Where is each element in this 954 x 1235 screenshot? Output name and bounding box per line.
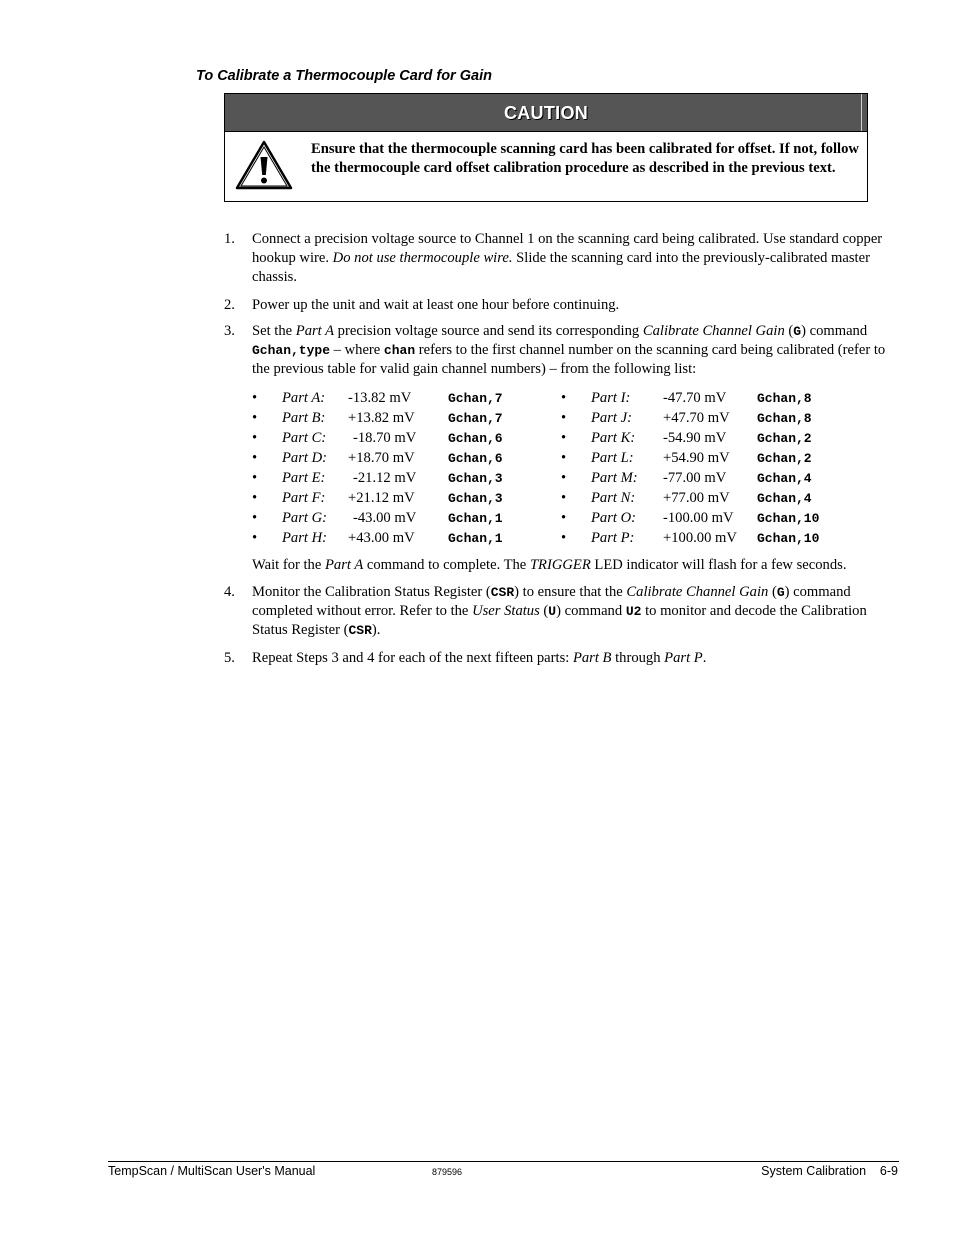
- wait-note: [252, 556, 846, 575]
- part-label: Part C:: [282, 430, 327, 446]
- list-item: [252, 428, 542, 448]
- part-voltage: +43.00 mV: [348, 530, 415, 546]
- text-run: .: [702, 650, 707, 666]
- footer-divider: [108, 1161, 899, 1162]
- text-run: LED indicator will flash for a few seconds.: [590, 557, 847, 573]
- command-code: U2: [625, 604, 642, 619]
- part-voltage: +18.70 mV: [348, 450, 415, 466]
- part-label: Part P:: [591, 530, 635, 546]
- part-command: Gchan,6: [448, 451, 503, 466]
- part-voltage: +13.82 mV: [348, 410, 415, 426]
- part-voltage: +21.12 mV: [348, 490, 415, 506]
- emphasis-text: Part A: [295, 323, 335, 339]
- bullet: •: [252, 510, 258, 526]
- emphasis-text: User Status: [472, 603, 540, 619]
- step-text: [252, 322, 902, 379]
- text-run: Set the: [252, 323, 296, 339]
- part-command: Gchan,2: [757, 451, 812, 466]
- text-run: Monitor the Calibration Status Register (: [252, 584, 491, 600]
- part-voltage: -47.70 mV: [663, 390, 727, 406]
- text-run: ) to ensure that the: [514, 584, 627, 600]
- part-label: Part J:: [591, 410, 632, 426]
- bullet: •: [561, 490, 567, 506]
- part-label: Part H:: [282, 530, 327, 546]
- caution-box: [224, 93, 868, 202]
- command-code: CSR: [348, 623, 372, 638]
- part-command: Gchan,10: [757, 511, 820, 526]
- part-command: Gchan,4: [757, 491, 812, 506]
- command-code: CSR: [490, 585, 515, 600]
- text-run: refers to the first channel number on the scanning card being calibrated (refer to the previous table for valid gain channel numbers) – from the following list:: [252, 342, 886, 377]
- list-item: [252, 528, 542, 548]
- step-number: 1.: [224, 231, 235, 247]
- text-run: precision voltage source and send its corresponding: [334, 323, 643, 339]
- caution-text: Ensure that the thermocouple scanning card has been calibrated for offset. If not, follow the thermocouple card offset calibration procedure as described in the previous text.: [311, 141, 859, 176]
- command-code: chan: [383, 343, 416, 358]
- list-item: [561, 488, 861, 508]
- bullet: •: [252, 390, 258, 406]
- part-command: Gchan,10: [757, 531, 820, 546]
- emphasis-text: Part P: [664, 650, 703, 666]
- list-item: [561, 408, 861, 428]
- part-label: Part O:: [591, 510, 636, 526]
- bullet: •: [252, 430, 258, 446]
- list-item: [561, 388, 861, 408]
- part-voltage: -54.90 mV: [663, 430, 727, 446]
- text-run: to monitor and decode the Calibration Status Register (: [252, 603, 867, 638]
- part-command: Gchan,1: [448, 531, 503, 546]
- part-label: Part M:: [591, 470, 638, 486]
- part-command: Gchan,3: [448, 491, 503, 506]
- text-run: ).: [371, 622, 381, 638]
- part-label: Part E:: [282, 470, 326, 486]
- part-label: Part I:: [591, 390, 631, 406]
- part-command: Gchan,4: [757, 471, 812, 486]
- bullet: •: [561, 450, 567, 466]
- step-text: [252, 230, 902, 287]
- text-run: ) command completed without error. Refer to the: [252, 584, 851, 619]
- part-command: Gchan,2: [757, 431, 812, 446]
- part-label: Part K:: [591, 430, 636, 446]
- bullet: •: [561, 530, 567, 546]
- part-command: Gchan,1: [448, 511, 503, 526]
- part-label: Part N:: [591, 490, 636, 506]
- part-voltage: -13.82 mV: [348, 390, 412, 406]
- parts-list-left: [252, 388, 542, 548]
- part-label: Part G:: [282, 510, 327, 526]
- bullet: •: [561, 510, 567, 526]
- part-command: Gchan,3: [448, 471, 503, 486]
- list-item: [252, 468, 542, 488]
- bullet: •: [252, 450, 258, 466]
- step-number: 3.: [224, 323, 235, 339]
- caution-title: CAUTION: [503, 103, 589, 123]
- emphasis-text: Calibrate Channel Gain: [642, 323, 785, 339]
- list-item: [252, 488, 542, 508]
- part-command: Gchan,8: [757, 391, 812, 406]
- part-command: Gchan,7: [448, 411, 503, 426]
- emphasis-text: Part B: [572, 650, 612, 666]
- text-run: (: [784, 323, 794, 339]
- part-command: Gchan,7: [448, 391, 503, 406]
- footer-manual-title: TempScan / MultiScan User's Manual: [108, 1164, 316, 1178]
- part-voltage: -100.00 mV: [663, 510, 734, 526]
- part-command: Gchan,8: [757, 411, 812, 426]
- part-label: Part D:: [282, 450, 327, 466]
- part-voltage: +54.90 mV: [663, 450, 730, 466]
- text-run: ) command: [556, 603, 626, 619]
- part-voltage: -43.00 mV: [353, 510, 417, 526]
- text-run: Repeat Steps 3 and 4 for each of the next fifteen parts:: [252, 650, 573, 666]
- text-run: through: [611, 650, 665, 666]
- part-voltage: -18.70 mV: [353, 430, 417, 446]
- text-run: Wait for the: [252, 557, 325, 573]
- list-item: [561, 468, 861, 488]
- part-label: Part B:: [282, 410, 326, 426]
- part-voltage: +47.70 mV: [663, 410, 730, 426]
- emphasis-text: Part A: [324, 557, 364, 573]
- bullet: •: [252, 530, 258, 546]
- list-item: [561, 448, 861, 468]
- part-voltage: -21.12 mV: [353, 470, 417, 486]
- text-run: ) command: [801, 323, 868, 339]
- text-run: Power up the unit and wait at least one hour before continuing.: [252, 297, 620, 313]
- part-voltage: +77.00 mV: [663, 490, 730, 506]
- command-code: Gchan,type: [252, 343, 331, 358]
- list-item: [252, 508, 542, 528]
- list-item: [561, 428, 861, 448]
- text-run: Slide the scanning card into the previously-calibrated master chassis.: [252, 250, 870, 285]
- part-voltage: +100.00 mV: [663, 530, 737, 546]
- step-text: [252, 296, 902, 315]
- part-label: Part A:: [282, 390, 326, 406]
- part-label: Part L:: [591, 450, 634, 466]
- list-item: [561, 508, 861, 528]
- list-item: [252, 388, 542, 408]
- caution-header-bar: [225, 94, 867, 132]
- step-number: 2.: [224, 297, 235, 313]
- list-item: [252, 408, 542, 428]
- step-number: 5.: [224, 650, 235, 666]
- footer-doc-number: 879596: [432, 1167, 463, 1177]
- part-command: Gchan,6: [448, 431, 503, 446]
- bullet: •: [561, 390, 567, 406]
- bullet: •: [561, 430, 567, 446]
- bullet: •: [561, 470, 567, 486]
- emphasis-text: TRIGGER: [529, 557, 591, 573]
- section-heading: To Calibrate a Thermocouple Card for Gain: [196, 68, 492, 84]
- bullet: •: [252, 410, 258, 426]
- bullet: •: [561, 410, 567, 426]
- list-item: [561, 528, 861, 548]
- parts-list-right: [561, 388, 861, 548]
- text-run: (: [768, 584, 777, 600]
- step-text: [252, 649, 902, 668]
- command-code: G: [793, 324, 802, 339]
- step-number: 4.: [224, 584, 235, 600]
- command-code: U: [548, 604, 557, 619]
- step-text: [252, 583, 902, 640]
- text-run: (: [539, 603, 549, 619]
- emphasis-text: Do not use thermocouple wire.: [332, 250, 513, 266]
- footer-page-ref: System Calibration 6-9: [761, 1164, 898, 1178]
- text-run: Connect a precision voltage source to Channel 1 on the scanning card being calibrated. Use standard copper hookup wire.: [252, 231, 883, 266]
- part-label: Part F:: [282, 490, 326, 506]
- bullet: •: [252, 490, 258, 506]
- command-code: G: [776, 585, 785, 600]
- list-item: [252, 448, 542, 468]
- part-voltage: -77.00 mV: [663, 470, 727, 486]
- text-run: – where: [330, 342, 384, 358]
- emphasis-text: Calibrate Channel Gain: [626, 584, 769, 600]
- bullet: •: [252, 470, 258, 486]
- text-run: command to complete. The: [363, 557, 530, 573]
- warning-triangle-icon: [235, 140, 293, 190]
